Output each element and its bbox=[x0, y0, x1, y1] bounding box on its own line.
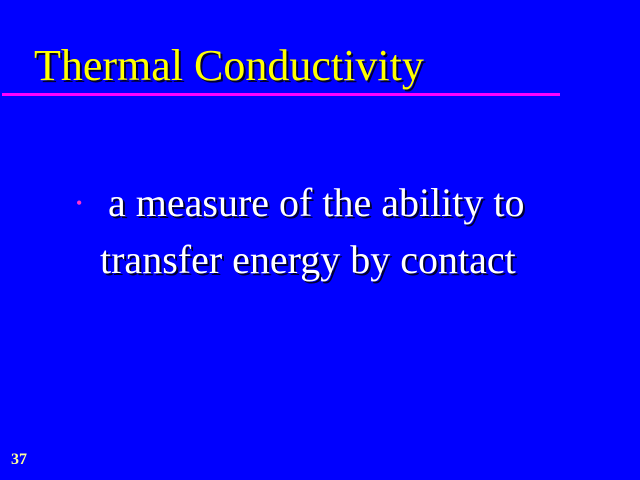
title-underline-rule bbox=[2, 93, 560, 96]
bullet-list bbox=[76, 174, 596, 288]
slide-title: Thermal Conductivity bbox=[34, 41, 424, 90]
bullet-dot-icon: • bbox=[76, 193, 83, 213]
bullet-item-text: a measure of the ability to transfer energy by contact bbox=[100, 180, 525, 282]
slide-number: 37 bbox=[11, 451, 27, 468]
